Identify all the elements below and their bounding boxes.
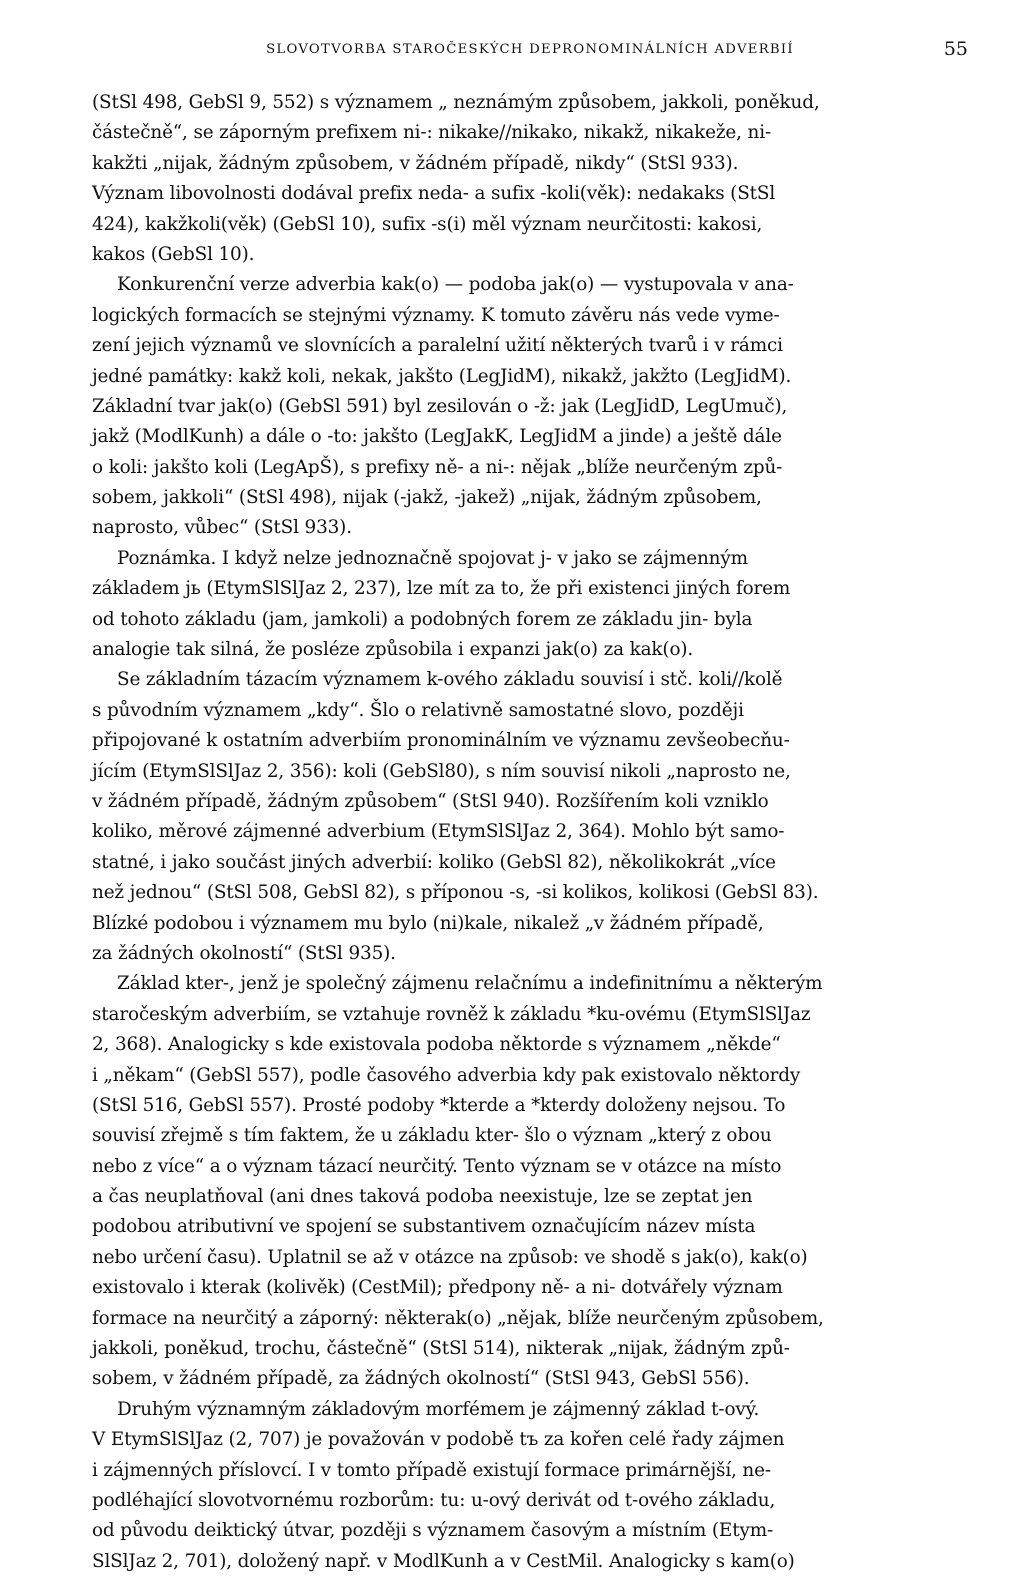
running-head — [92, 38, 968, 62]
text-line: statné, i jako součást jiných adverbií: koliko (GebSl 82), několikokrát „více — [92, 851, 776, 873]
text-line: Blízké podobou i významem mu bylo (ni)kale, nikalež „v žádném případě, — [92, 912, 764, 934]
text-line: Poznámka. I když nelze jednoznačně spojovat j- v jako se zájmenným — [117, 547, 748, 569]
text-line: existovalo i kterak (kolivěk) (CestMil); předpony ně- a ni- dotvářely význam — [92, 1277, 783, 1299]
text-line: koliko, měrové zájmenné adverbium (EtymSlSlJaz 2, 364). Mohlo být samo- — [92, 821, 785, 843]
text-line: jakkoli, poněkud, trochu, částečně“ (StSl 514), nikterak „nijak, žádným způ- — [92, 1338, 790, 1360]
text-line: jedné památky: kakž koli, nekak, jakšto (LegJidM), nikakž, jakžto (LegJidM). — [92, 365, 792, 387]
text-line: podléhající slovotvornému rozborům: tu: u-ový derivát od t-ového základu, — [92, 1489, 776, 1511]
text-line: Základ kter-, jenž je společný zájmenu relačnímu a indefinitnímu a některým — [117, 973, 823, 995]
text-line: jícím (EtymSlSlJaz 2, 356): koli (GebSl80), s ním souvisí nikoli „naprosto ne, — [92, 760, 791, 782]
text-line: od původu deiktický útvar, později s významem časovým a místním (Etym- — [92, 1520, 774, 1542]
text-line: podobou atributivní ve spojení se substantivem označujícím název místa — [92, 1216, 756, 1238]
text-line: Základní tvar jak(o) (GebSl 591) byl zesilován o -ž: jak (LegJidD, LegUmuč), — [92, 395, 788, 417]
text-line: Druhým významným základovým morfémem je zájmenný základ t-ový. — [117, 1398, 760, 1420]
text-line: (StSl 516, GebSl 557). Prosté podoby *kterde a *kterdy doloženy nejsou. To — [92, 1094, 786, 1116]
text-line: sobem, v žádném případě, za žádných okolností“ (StSl 943, GebSl 556). — [92, 1368, 750, 1390]
text-line: staročeským adverbiím, se vztahuje rovněž k základu *ku-ovému (EtymSlSlJaz — [92, 1003, 811, 1025]
text-line: Význam libovolnosti dodával prefix neda- a sufix -koli(věk): nedakaks (StSl — [92, 183, 776, 205]
text-line: i zájmenných příslovcí. I v tomto případě existují formace primárnější, ne- — [92, 1459, 771, 1481]
text-line: jakž (ModlKunh) a dále o -to: jakšto (LegJakK, LegJidM a jinde) a ještě dále — [92, 426, 782, 448]
text-line: zení jejich významů ve slovnících a paralelní užití některých tvarů i v rámci — [92, 335, 783, 357]
body-text — [92, 88, 968, 1577]
page-number: 55 — [943, 38, 968, 60]
running-title: SLOVOTVORBA STAROČESKÝCH DEPRONOMINÁLNÍCH ADVERBIÍ — [266, 42, 794, 57]
text-line: o koli: jakšto koli (LegApŠ), s prefixy ně- a ni-: nějak „blíže neurčeným způ- — [92, 456, 783, 478]
text-line: s původním významem „kdy“. Šlo o relativně samostatné slovo, později — [92, 699, 744, 721]
text-line: SlSlJaz 2, 701), doložený např. v ModlKunh a v CestMil. Analogicky s kam(o) — [92, 1550, 795, 1572]
text-line: nebo určení času). Uplatnil se až v otázce na způsob: ve shodě s jak(o), kak(o) — [92, 1246, 808, 1268]
text-line: logických formacích se stejnými významy. K tomuto závěru nás vede vyme- — [92, 304, 780, 326]
text-line: za žádných okolností“ (StSl 935). — [92, 942, 396, 964]
text-line: formace na neurčitý a záporný: některak(o) „nějak, blíže neurčeným způsobem, — [92, 1307, 824, 1329]
text-line: 2, 368). Analogicky s kde existovala podoba něktorde s významem „někde“ — [92, 1034, 781, 1056]
text-line: a čas neuplatňoval (ani dnes taková podoba neexistuje, lze se zeptat jen — [92, 1186, 753, 1208]
text-line: Se základním tázacím významem k-ového základu souvisí i stč. koli//kolě — [117, 669, 783, 691]
text-line: kakos (GebSl 10). — [92, 243, 255, 265]
text-line: než jednou“ (StSl 508, GebSl 82), s příponou -s, -si kolikos, kolikosi (GebSl 83). — [92, 882, 819, 904]
text-line: částečně“, se záporným prefixem ni-: nikake//nikako, nikakž, nikakeže, ni- — [92, 122, 772, 144]
text-line: analogie tak silná, že posléze způsobila i expanzi jak(o) za kak(o). — [92, 639, 694, 661]
text-line: souvisí zřejmě s tím faktem, že u základu kter- šlo o význam „který z obou — [92, 1125, 772, 1147]
text-line: připojované k ostatním adverbiím pronominálním ve významu zevšeobecňu- — [92, 730, 790, 752]
text-line: (StSl 498, GebSl 9, 552) s významem „ neznámým způsobem, jakkoli, poněkud, — [92, 92, 820, 113]
text-line: naprosto, vůbec“ (StSl 933). — [92, 517, 352, 539]
text-line: od tohoto základu (jam, jamkoli) a podobných forem ze základu jin- byla — [92, 608, 753, 630]
text-line: 424), kakžkoli(věk) (GebSl 10), sufix -s(i) měl význam neurčitosti: kakosi, — [92, 213, 763, 235]
text-line: sobem, jakkoli“ (StSl 498), nijak (-jakž, -jakež) „nijak, žádným způsobem, — [92, 487, 762, 509]
text-line: i „někam“ (GebSl 557), podle časového adverbia kdy pak existovalo něktordy — [92, 1064, 801, 1086]
text-line: kakžti „nijak, žádným způsobem, v žádném případě, nikdy“ (StSl 933). — [92, 152, 739, 174]
text-line: základem jь (EtymSlSlJaz 2, 237), lze mít za to, že při existenci jiných forem — [92, 578, 791, 600]
text-line: v žádném případě, žádným způsobem“ (StSl 940). Rozšířením koli vzniklo — [92, 790, 769, 812]
text-line: Konkurenční verze adverbia kak(o) — podoba jak(o) — vystupovala v ana- — [117, 274, 794, 296]
text-line: nebo z více“ a o význam tázací neurčitý. Tento význam se v otázce na místo — [92, 1155, 782, 1177]
text-line: V EtymSlSlJaz (2, 707) je považován v podobě tъ za kořen celé řady zájmen — [92, 1429, 785, 1451]
